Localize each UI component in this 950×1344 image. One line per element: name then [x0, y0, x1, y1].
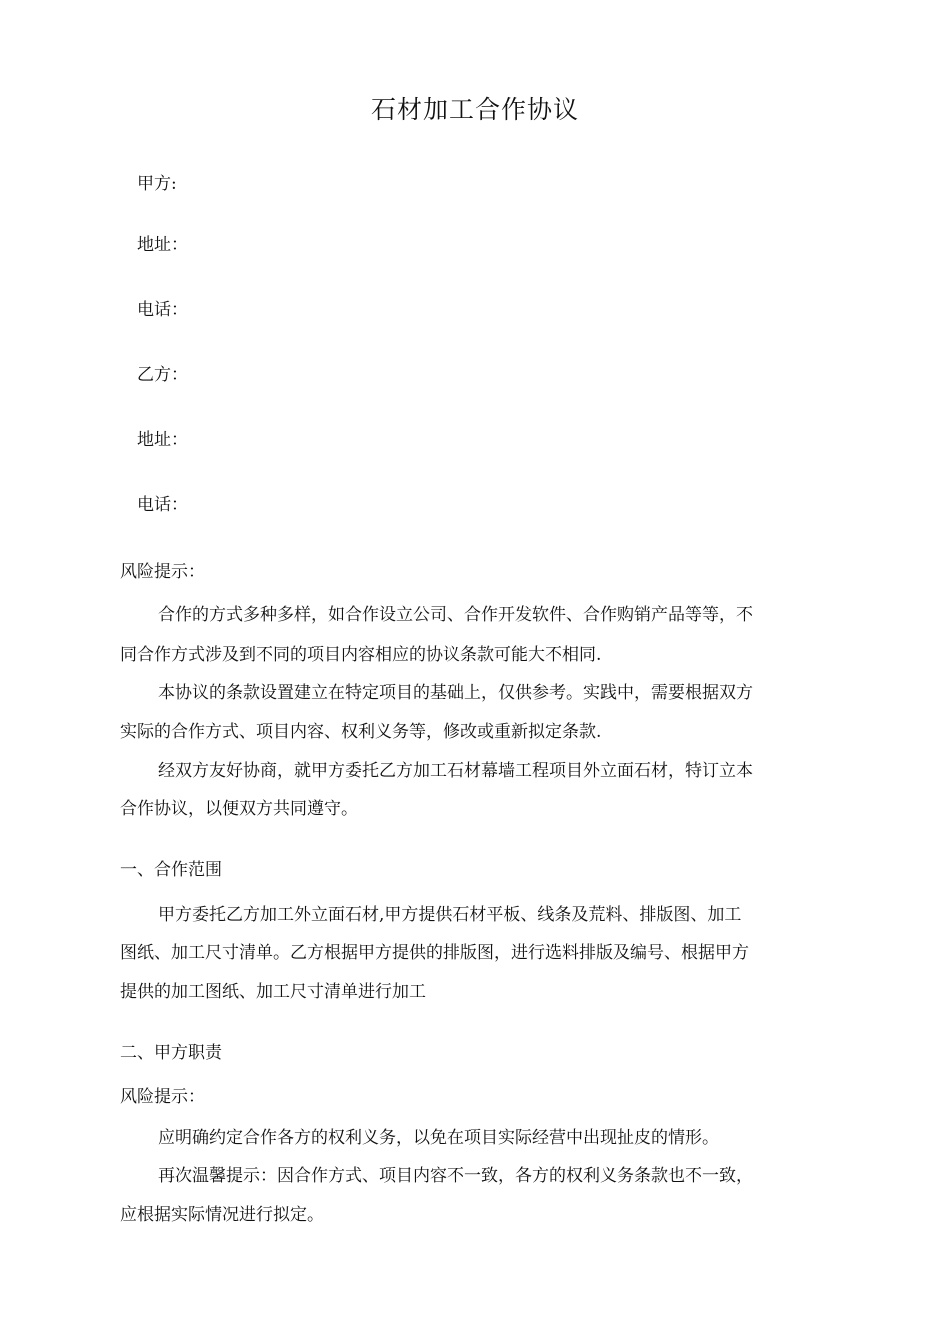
section2-risk-heading: 风险提示： — [120, 1087, 205, 1107]
section2-heading: 二、甲方职责 — [120, 1043, 222, 1063]
risk-para2-line1: 本协议的条款设置建立在特定项目的基础上，仅供参考。实践中，需要根据双方 — [158, 683, 753, 703]
party-a-phone-label: 电话： — [137, 300, 188, 320]
party-a-label: 甲方: — [137, 174, 177, 194]
risk-para1-line1: 合作的方式多种多样，如合作设立公司、合作开发软件、合作购销产品等等，不 — [158, 605, 753, 625]
risk-para3-line2: 合作协议，以便双方共同遵守。 — [120, 799, 358, 819]
section1-heading: 一、合作范围 — [120, 860, 222, 880]
section2-line1: 应明确约定合作各方的权利义务，以免在项目实际经营中出现扯皮的情形。 — [158, 1128, 719, 1148]
risk-para2-line2: 实际的合作方式、项目内容、权利义务等，修改或重新拟定条款. — [120, 722, 602, 742]
risk-para1-line2: 同合作方式涉及到不同的项目内容相应的协议条款可能大不相同. — [120, 645, 602, 665]
risk-para3-line1: 经双方友好协商，就甲方委托乙方加工石材幕墙工程项目外立面石材，特订立本 — [158, 761, 753, 781]
risk-notice-heading: 风险提示： — [120, 562, 205, 582]
section1-line1: 甲方委托乙方加工外立面石材,甲方提供石材平板、线条及荒料、排版图、加工 — [158, 905, 742, 925]
section1-line3: 提供的加工图纸、加工尺寸清单进行加工 — [120, 982, 426, 1002]
party-b-address-label: 地址： — [137, 430, 188, 450]
party-b-label: 乙方： — [137, 365, 188, 385]
party-b-phone-label: 电话： — [137, 495, 188, 515]
section1-line2: 图纸、加工尺寸清单。乙方根据甲方提供的排版图，进行选料排版及编号、根据甲方 — [120, 943, 749, 963]
section2-line2: 再次温馨提示：因合作方式、项目内容不一致，各方的权利义务条款也不一致， — [158, 1166, 753, 1186]
document-title: 石材加工合作协议 — [370, 95, 579, 124]
party-a-address-label: 地址： — [137, 235, 188, 255]
section2-line3: 应根据实际情况进行拟定。 — [120, 1205, 324, 1225]
